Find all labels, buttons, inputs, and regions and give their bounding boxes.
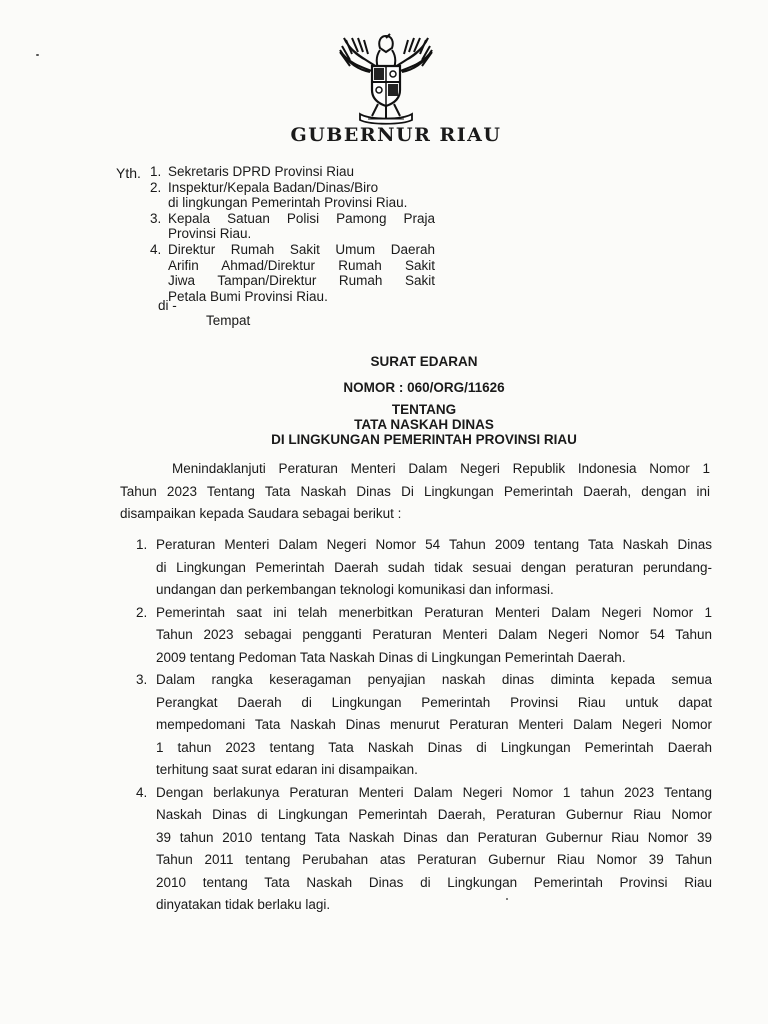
point-item [136,534,712,602]
point-number: 4. [136,784,148,800]
point-line: 2010 tentang Tata Naskah Dinas di Lingkungan Pemerintah Provinsi Riau [156,874,712,890]
point-line: Dalam rangka keseragaman penyajian naskah dinas diminta kepada semua [156,672,712,687]
intro-line: Tahun 2023 Tentang Tata Naskah Dinas Di Lingkungan Pemerintah Daerah, dengan ini [120,483,710,499]
document-type: SURAT EDARAN [370,354,478,369]
points-list [136,534,712,917]
point-number: 2. [136,604,148,620]
point-line: Tahun 2023 sebagai pengganti Peraturan Menteri Dalam Negeri Nomor 54 Tahun [156,627,712,642]
recipient-line: Direktur Rumah Sakit Umum Daerah [168,241,435,257]
recipient-number: 2. [150,179,162,195]
document-subject [0,402,768,447]
point-line: 1 tahun 2023 tentang Tata Naskah Dinas di Lingkungan Pemerintah Daerah [156,739,712,755]
intro-line: disampaikan kepada Saudara sebagai berikut : [120,506,402,521]
point-number: 1. [136,537,148,552]
point-line: mempedomani Tata Naskah Dinas menurut Peraturan Menteri Dalam Negeri Nomor [156,717,712,732]
recipient-item [150,242,435,304]
recipient-number: 1. [150,164,162,179]
point-line: dinyatakan tidak berlaku lagi. [156,897,331,912]
recipient-di: di - [158,298,177,313]
point-line: Perangkat Daerah di Lingkungan Pemerintah Provinsi Riau untuk dapat [156,694,712,710]
recipient-line: Sekretaris DPRD Provinsi Riau [168,164,355,179]
recipient-item [150,211,435,242]
point-item [136,669,712,782]
recipient-tempat: Tempat [206,313,251,328]
point-line: 39 tahun 2010 tentang Tata Naskah Dinas dan Peraturan Gubernur Riau Nomor 39 [156,829,712,845]
point-line: Dengan berlakunya Peraturan Menteri Dalam Negeri Nomor 1 tahun 2023 Tentang [156,784,712,800]
recipient-line: Jiwa Tampan/Direktur Rumah Sakit [168,273,435,289]
recipient-salutation: Yth. [116,165,141,181]
point-number: 3. [136,672,148,687]
subject-line-1: TATA NASKAH DINAS [354,417,494,432]
point-line: Naskah Dinas di Lingkungan Pemerintah Daerah, Peraturan Gubernur Riau Nomor [156,807,712,822]
point-line: undangan dan perkembangan teknologi komunikasi dan informasi. [156,582,554,597]
recipient-line: di lingkungan Pemerintah Provinsi Riau. [168,195,408,211]
recipient-line: Provinsi Riau. [168,226,252,242]
point-line: 2009 tentang Pedoman Tata Naskah Dinas di Lingkungan Pemerintah Daerah. [156,649,626,665]
recipient-number: 4. [150,241,162,257]
point-line: Peraturan Menteri Dalam Negeri Nomor 54 Tahun 2009 tentang Tata Naskah Dinas [156,537,712,552]
recipient-line: Petala Bumi Provinsi Riau. [168,288,328,304]
garuda-emblem-icon [336,30,436,126]
recipient-line: Arifin Ahmad/Direktur Rumah Sakit [168,257,435,273]
scan-speck [36,54,39,56]
recipient-number: 3. [150,210,162,226]
recipient-list [150,164,435,304]
recipient-line: Inspektur/Kepala Badan/Dinas/Biro [168,179,379,195]
intro-paragraph [120,458,710,526]
document-number: NOMOR : 060/ORG/11626 [343,380,505,395]
letterhead-title: GUBERNUR RIAU [290,124,502,146]
point-item [136,782,712,917]
recipient-item [150,164,435,180]
subject-line-2: DI LINGKUNGAN PEMERINTAH PROVINSI RIAU [271,432,577,447]
point-line: Pemerintah saat ini telah menerbitkan Peraturan Menteri Dalam Negeri Nomor 1 [156,604,712,620]
scan-speck [506,898,508,900]
point-line: terhitung saat surat edaran ini disampaikan. [156,762,418,777]
point-line: Tahun 2011 tentang Perubahan atas Peraturan Gubernur Riau Nomor 39 Tahun [156,852,712,867]
recipient-line: Kepala Satuan Polisi Pamong Praja [168,210,435,226]
intro-line: Menindaklanjuti Peraturan Menteri Dalam Negeri Republik Indonesia Nomor 1 [172,461,710,476]
point-item [136,602,712,670]
subject-tentang: TENTANG [391,402,457,417]
point-line: di Lingkungan Pemerintah Daerah sudah tidak sesuai dengan peraturan perundang- [156,559,712,575]
recipient-item [150,180,435,211]
